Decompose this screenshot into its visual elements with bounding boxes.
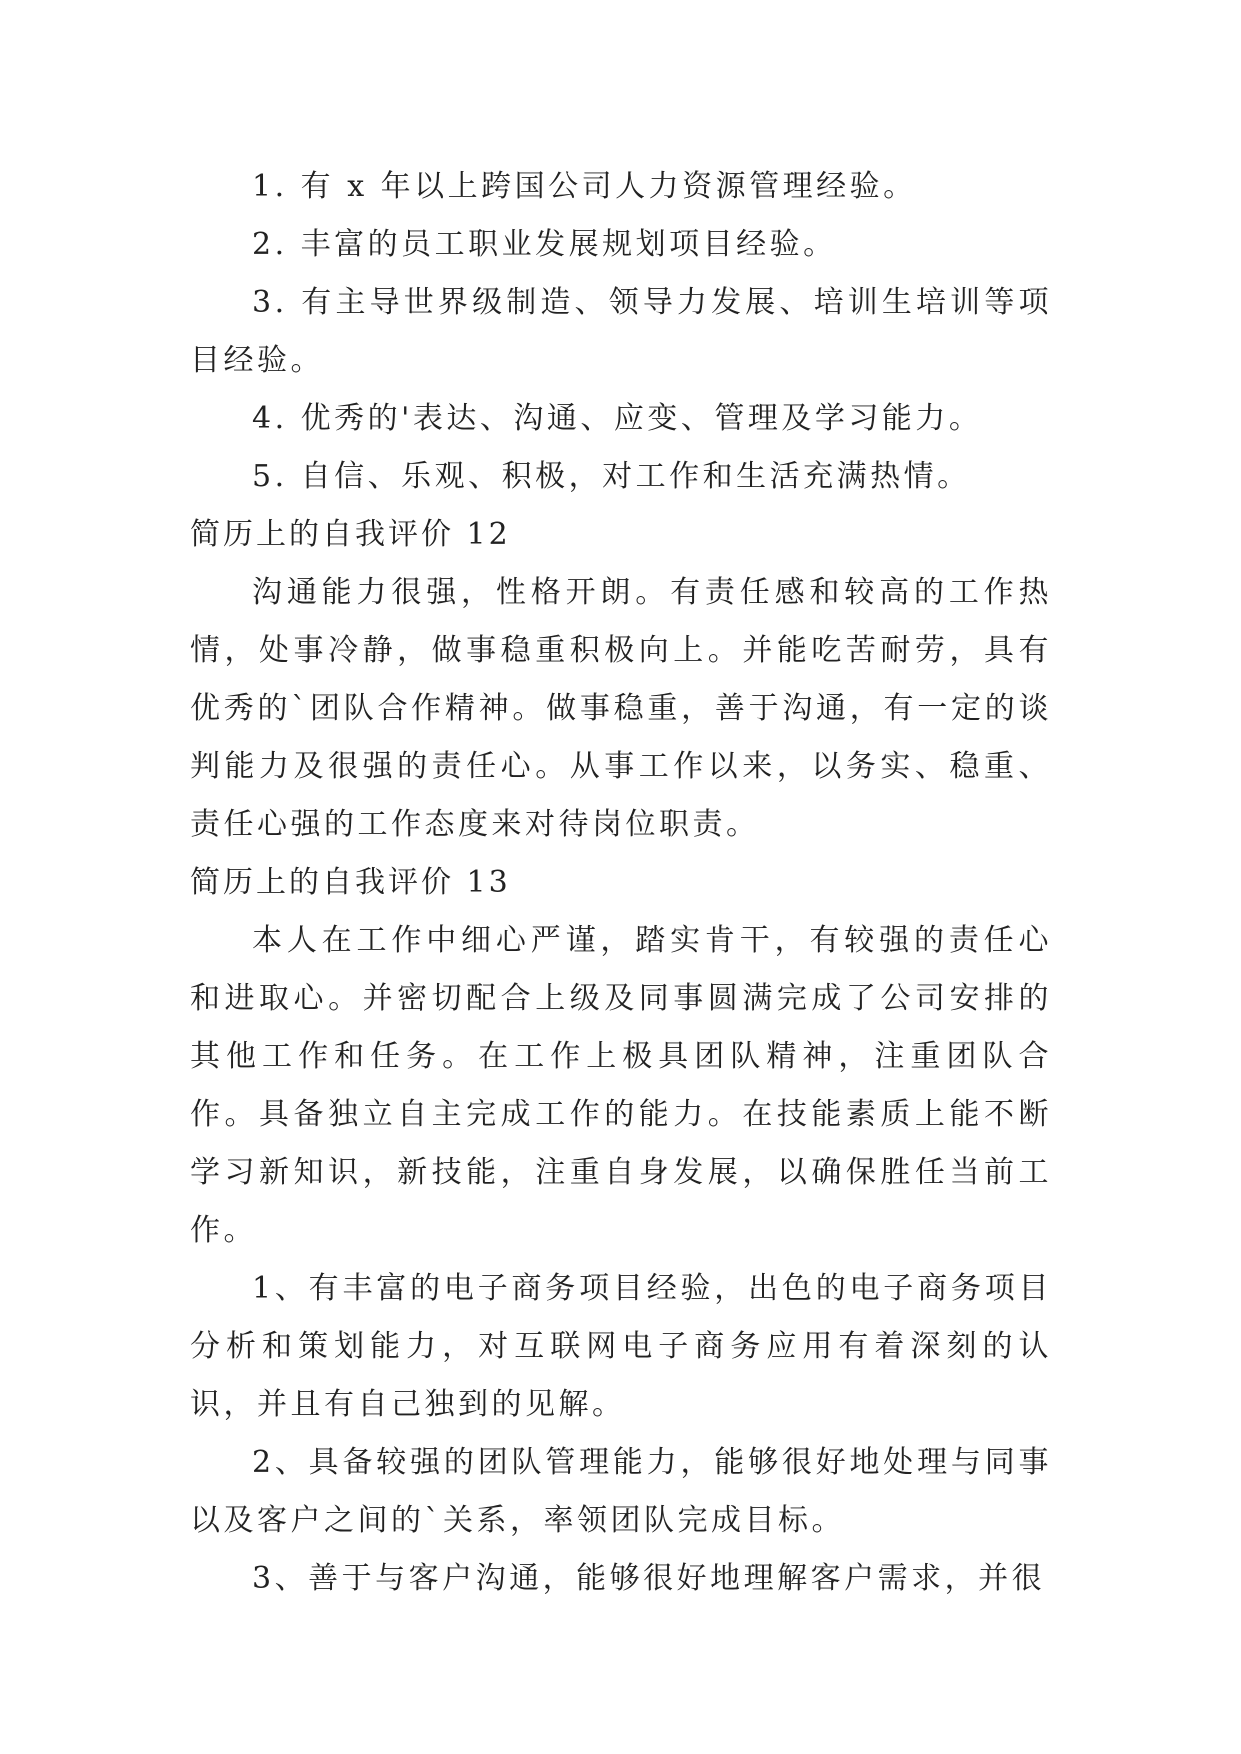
section-heading-13: 简历上的自我评价 13 [190,865,511,900]
numbered-point-3: 3、善于与客户沟通，能够很好地理解客户需求，并很 [252,1561,1046,1596]
document-body [190,158,1052,1608]
numbered-point-2: 2、具备较强的团队管理能力，能够很好地处理与同事以及客户之间的`关系，率领团队完成目标。 [190,1445,1052,1538]
numbered-point-1: 1、有丰富的电子商务项目经验，出色的电子商务项目分析和策划能力，对互联网电子商务应用有着深刻的认识，并且有自己独到的见解。 [190,1271,1052,1422]
list-item-2: 2. 丰富的员工职业发展规划项目经验。 [252,227,837,262]
list-item-4: 4. 优秀的'表达、沟通、应变、管理及学习能力。 [252,401,983,436]
list-item-3: 3. 有主导世界级制造、领导力发展、培训生培训等项目经验。 [190,285,1052,378]
list-item-5: 5. 自信、乐观、积极，对工作和生活充满热情。 [252,459,971,494]
list-item-1: 1. 有 x 年以上跨国公司人力资源管理经验。 [252,169,917,204]
section-heading-12: 简历上的自我评价 12 [190,517,511,552]
paragraph-self-evaluation-12: 沟通能力很强，性格开朗。有责任感和较高的工作热情，处事冷静，做事稳重积极向上。并能吃苦耐劳，具有优秀的`团队合作精神。做事稳重，善于沟通，有一定的谈判能力及很强的责任心。从事工作以来，以务实、稳重、责任心强的工作态度来对待岗位职责。 [190,575,1052,842]
paragraph-self-evaluation-13: 本人在工作中细心严谨，踏实肯干，有较强的责任心和进取心。并密切配合上级及同事圆满完成了公司安排的其他工作和任务。在工作上极具团队精神，注重团队合作。具备独立自主完成工作的能力。在技能素质上能不断学习新知识，新技能，注重自身发展，以确保胜任当前工作。 [190,923,1052,1248]
